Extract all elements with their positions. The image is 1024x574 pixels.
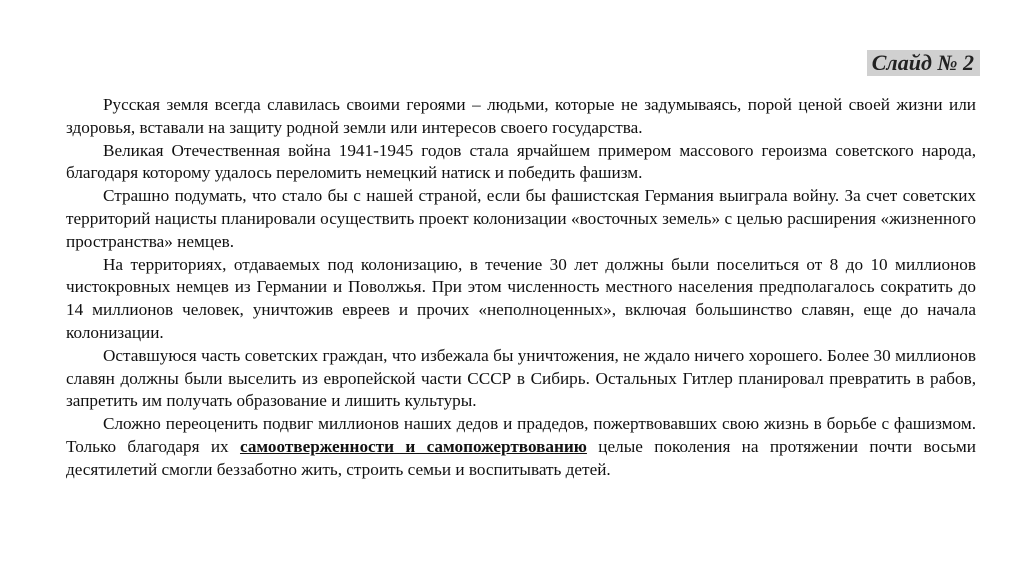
- paragraph-colonization-plan: Страшно подумать, что стало бы с нашей страной, если бы фашистская Германия выиграла войну. За счет советских территорий нацисты планировали осуществить проект колонизации «восточных земель» с целью расширения «жизненного пространства» немцев.: [66, 186, 976, 251]
- paragraph-territories: На территориях, отдаваемых под колонизацию, в течение 30 лет должны были поселиться от 8 до 10 миллионов чистокровных немцев из Германии и Поволжья. При этом численность местного населения предполагалось сократить до 14 миллионов человек, уничтожив евреев и прочих «неполноценных», включая большинство славян, еще до начала колонизации.: [66, 254, 976, 342]
- paragraph-heroes: Русская земля всегда славилась своими героями – людьми, которые не задумываясь, порой ценой своей жизни или здоровья, вставали на защиту родной земли или интересов своего государства.: [66, 95, 976, 137]
- emphasized-phrase: самоотверженности и самопожертвованию: [239, 436, 587, 456]
- slide-number-label: Слайд № 2: [867, 50, 980, 76]
- paragraph-great-patriotic-war: Великая Отечественная война 1941-1945 годов стала ярчайшем примером массового героизма советского народа, благодаря которому удалось переломить немецкий натиск и победить фашизм.: [66, 140, 976, 183]
- paragraph-remaining-citizens: Оставшуюся часть советских граждан, что избежала бы уничтожения, не ждало ничего хорошего. Более 30 миллионов славян должны были выселить из европейской части СССР в Сибирь. Остальных Гитлер планировал превратить в рабов, запретить им получать образование и лишить культуры.: [66, 345, 976, 411]
- paragraph-feat: [66, 413, 976, 481]
- slide-body-text: [66, 94, 976, 482]
- paragraph-feat-start: Сложно переоценить подвиг миллионов наших дедов и прадедов, пожертвовавших свою жизнь в борьбе с фашизмом. Только благодаря их: [66, 414, 976, 456]
- paragraph-feat-end: целые поколения на протяжении почти восьми десятилетий смогли беззаботно жить, строить семьи и воспитывать детей.: [66, 436, 977, 479]
